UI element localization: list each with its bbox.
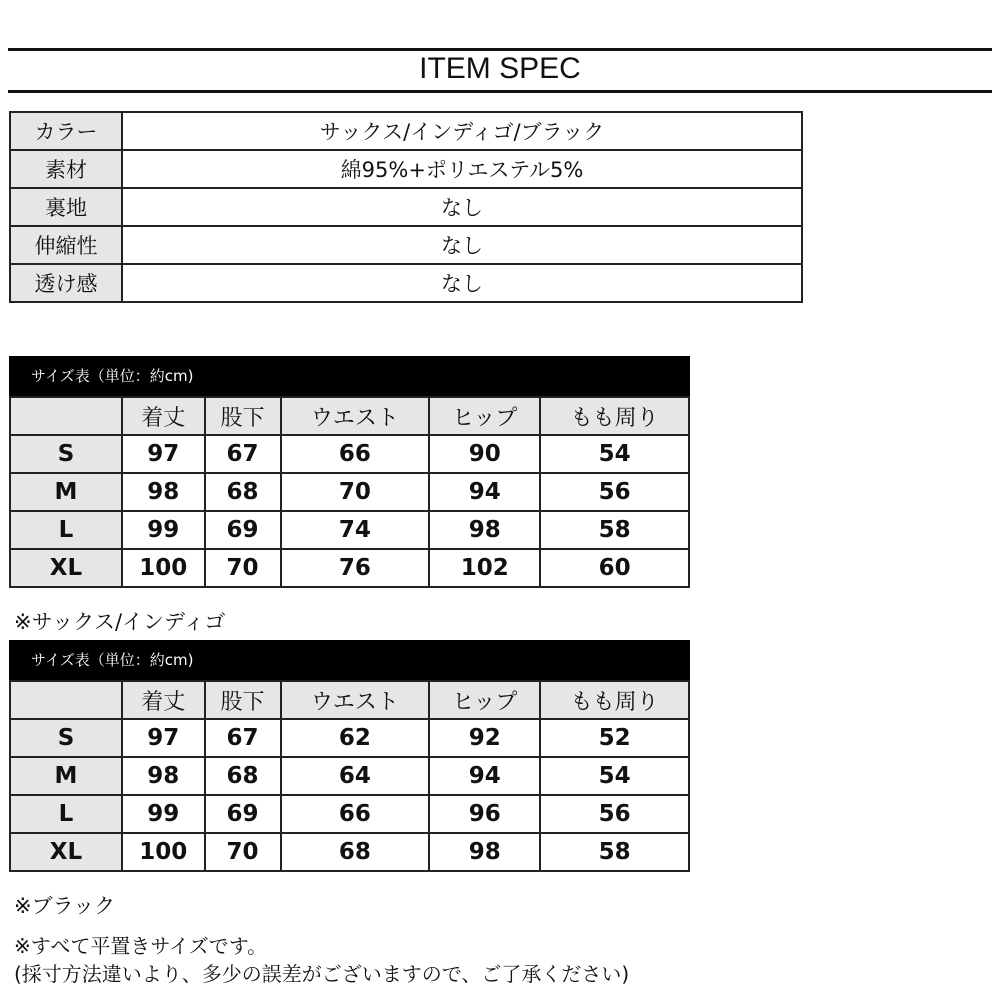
column-header: 股下 <box>205 397 281 435</box>
table-cell: 99 <box>122 511 205 549</box>
table-cell: 96 <box>429 795 540 833</box>
top-rule <box>8 48 992 51</box>
table-cell: 98 <box>122 473 205 511</box>
table-cell: 70 <box>205 549 281 587</box>
table-cell: 67 <box>205 719 281 757</box>
footnote: ※すべて平置きサイズです。 <box>14 934 268 958</box>
column-header: 股下 <box>205 681 281 719</box>
column-header: ヒップ <box>429 681 540 719</box>
column-header: もも周り <box>540 397 689 435</box>
table-cell: 66 <box>281 795 430 833</box>
size-label: M <box>10 757 122 795</box>
table-cell: 60 <box>540 549 689 587</box>
size-table-heading: サイズ表（単位：約cm) <box>9 640 690 680</box>
size-label: M <box>10 473 122 511</box>
table-cell: 54 <box>540 435 689 473</box>
size-table-1 <box>9 356 690 588</box>
spec-row <box>10 226 802 264</box>
page-title: ITEM SPEC <box>419 52 581 85</box>
table-cell: 58 <box>540 511 689 549</box>
table-cell: 68 <box>205 473 281 511</box>
size-grid <box>9 396 690 588</box>
table-cell: 66 <box>281 435 430 473</box>
spec-label: カラー <box>10 112 122 150</box>
table-row <box>10 435 689 473</box>
size-table-2 <box>9 640 690 872</box>
table-row <box>10 757 689 795</box>
table-cell: 68 <box>205 757 281 795</box>
table-cell: 70 <box>205 833 281 871</box>
size-label: L <box>10 511 122 549</box>
column-header: ヒップ <box>429 397 540 435</box>
table-cell: 94 <box>429 473 540 511</box>
table-cell: 70 <box>281 473 430 511</box>
spec-value: なし <box>122 188 802 226</box>
table-cell: 56 <box>540 795 689 833</box>
spec-label: 素材 <box>10 150 122 188</box>
table-cell: 97 <box>122 435 205 473</box>
table-cell: 69 <box>205 795 281 833</box>
table-row <box>10 833 689 871</box>
column-header: ウエスト <box>281 397 430 435</box>
table-row <box>10 511 689 549</box>
size-grid <box>9 680 690 872</box>
table-cell: 67 <box>205 435 281 473</box>
spec-row <box>10 112 802 150</box>
column-header: もも周り <box>540 681 689 719</box>
title-rule <box>8 90 992 93</box>
column-header: 着丈 <box>122 397 205 435</box>
spec-row <box>10 150 802 188</box>
table-cell: 52 <box>540 719 689 757</box>
table-cell: 90 <box>429 435 540 473</box>
table-cell: 100 <box>122 549 205 587</box>
spec-label: 透け感 <box>10 264 122 302</box>
table-cell: 94 <box>429 757 540 795</box>
table-cell: 98 <box>122 757 205 795</box>
spec-row <box>10 188 802 226</box>
spec-label: 伸縮性 <box>10 226 122 264</box>
size-table-note: ※ブラック <box>14 894 116 918</box>
size-label: S <box>10 719 122 757</box>
table-cell: 68 <box>281 833 430 871</box>
table-cell: 98 <box>429 833 540 871</box>
table-row <box>10 719 689 757</box>
table-cell: 74 <box>281 511 430 549</box>
column-header: ウエスト <box>281 681 430 719</box>
size-corner-cell <box>10 681 122 719</box>
spec-value: 綿95%+ポリエステル5% <box>122 150 802 188</box>
size-label: L <box>10 795 122 833</box>
table-row <box>10 795 689 833</box>
size-header-row <box>10 681 689 719</box>
table-cell: 54 <box>540 757 689 795</box>
spec-value: なし <box>122 264 802 302</box>
spec-table <box>9 111 803 303</box>
size-label: XL <box>10 549 122 587</box>
table-cell: 99 <box>122 795 205 833</box>
table-cell: 98 <box>429 511 540 549</box>
spec-value: サックス/インディゴ/ブラック <box>122 112 802 150</box>
table-cell: 58 <box>540 833 689 871</box>
table-cell: 64 <box>281 757 430 795</box>
table-cell: 102 <box>429 549 540 587</box>
size-header-row <box>10 397 689 435</box>
spec-row <box>10 264 802 302</box>
table-cell: 76 <box>281 549 430 587</box>
column-header: 着丈 <box>122 681 205 719</box>
size-table-heading: サイズ表（単位：約cm) <box>9 356 690 396</box>
spec-value: なし <box>122 226 802 264</box>
table-cell: 69 <box>205 511 281 549</box>
size-corner-cell <box>10 397 122 435</box>
table-cell: 100 <box>122 833 205 871</box>
size-table-note: ※サックス/インディゴ <box>14 610 226 634</box>
table-row <box>10 473 689 511</box>
table-cell: 97 <box>122 719 205 757</box>
table-cell: 56 <box>540 473 689 511</box>
footnote: (採寸方法違いより、多少の誤差がございますので、ご了承ください) <box>14 962 630 986</box>
size-label: S <box>10 435 122 473</box>
table-cell: 62 <box>281 719 430 757</box>
table-cell: 92 <box>429 719 540 757</box>
size-label: XL <box>10 833 122 871</box>
table-row <box>10 549 689 587</box>
spec-label: 裏地 <box>10 188 122 226</box>
